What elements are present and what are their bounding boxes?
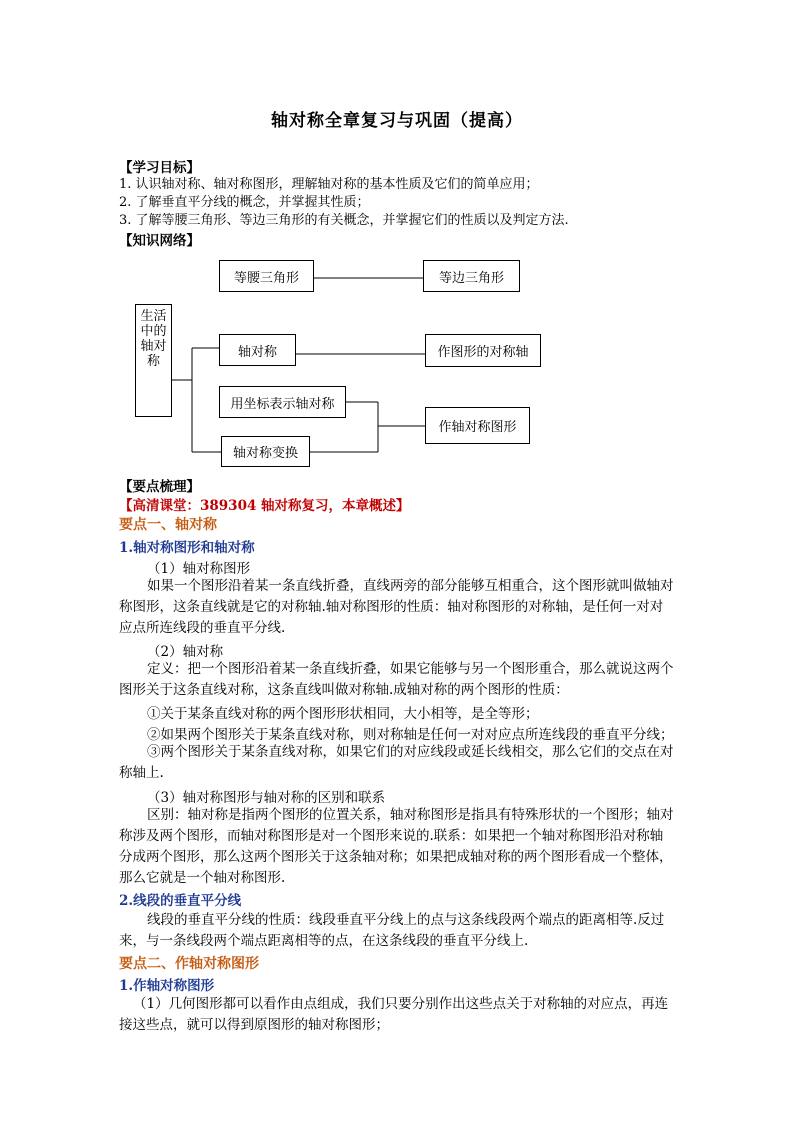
page-title: 轴对称全章复习与巩固（提高） — [271, 111, 523, 131]
objective-item-3: 3. 了解等腰三角形、等边三角形的有关概念，并掌握它们的性质以及判定方法. — [119, 213, 569, 228]
objectives-heading: 【学习目标】 — [119, 160, 200, 176]
point-one-sub-1a: （1）轴对称图形 — [147, 561, 251, 577]
property-2: ②如果两个图形关于某条直线对称，则对称轴是任何一对对应点所连线段的垂直平分线； — [147, 727, 674, 743]
point-one-sub-1b: （2）轴对称 — [147, 644, 224, 660]
objective-item-1: 1. 认识轴对称、轴对称图形，理解轴对称的基本性质及它们的简单应用； — [119, 177, 539, 192]
point-one-title: 要点一、轴对称 — [119, 517, 217, 533]
point-two-title: 要点二、作轴对称图形 — [119, 956, 259, 972]
course-reference: 【高清课堂：389304 轴对称复习，本章概述】 — [119, 498, 410, 514]
objective-item-2: 2. 了解垂直平分线的概念，并掌握其性质； — [119, 195, 370, 210]
network-box-draw-axis: 作图形的对称轴 — [425, 334, 541, 367]
network-box-daily-life: 生活中的轴对称 — [135, 304, 172, 417]
points-heading: 【要点梳理】 — [119, 479, 200, 495]
paragraph-difference: 区别：轴对称是指两个图形的位置关系，轴对称图形是指具有特殊形状的一个图形；轴对称涉及两个图形，而轴对称图形是对一个图形来说的.联系：如果把一个轴对称图形沿对称轴分成两个图形，那么这两个图形关于这条轴对称；如果把成轴对称的两个图形看成一个整体，那么它就是一个轴对称图形. — [119, 807, 674, 886]
paragraph-perpendicular-bisector: 线段的垂直平分线的性质：线段垂直平分线上的点与这条线段两个端点的距离相等.反过来，与一条线段两个端点距离相等的点，在这条线段的垂直平分线上. — [119, 912, 665, 949]
point-one-sub-2: 2.线段的垂直平分线 — [119, 893, 242, 909]
paragraph-axis-figure: 如果一个图形沿着某一条直线折叠，直线两旁的部分能够互相重合，这个图形就叫做轴对称图形，这条直线就是它的对称轴.轴对称图形的性质：轴对称图形的对称轴，是任何一对对应点所连线段的垂直平分线. — [119, 578, 674, 636]
paragraph-axis-symmetry: 定义：把一个图形沿着某一条直线折叠，如果它能够与另一个图形重合，那么就说这两个图形关于这条直线对称，这条直线叫做对称轴.成轴对称的两个图形的性质： — [119, 661, 674, 698]
point-one-sub-1c: （3）轴对称图形与轴对称的区别和联系 — [147, 790, 386, 806]
network-box-draw-figure: 作轴对称图形 — [425, 407, 530, 444]
property-3: ③两个图形关于某条直线对称，如果它们的对应线段或延长线相交，那么它们的交点在对称轴上. — [119, 744, 674, 781]
property-1: ①关于某条直线对称的两个图形形状相同，大小相等，是全等形； — [147, 706, 539, 722]
point-two-sub-1: 1.作轴对称图形 — [119, 978, 215, 994]
paragraph-draw-figure: （1）几何图形都可以看作由点组成，我们只要分别作出这些点关于对称轴的对应点，再连接这些点，就可以得到原图形的轴对称图形； — [119, 996, 669, 1033]
network-box-axis-symmetry: 轴对称 — [219, 334, 296, 366]
network-box-equilateral: 等边三角形 — [423, 260, 520, 292]
network-heading: 【知识网络】 — [119, 233, 200, 249]
network-connectors — [0, 0, 794, 480]
network-box-coordinate: 用坐标表示轴对称 — [219, 386, 346, 418]
network-box-transform: 轴对称变换 — [221, 436, 310, 467]
point-one-sub-1: 1.轴对称图形和轴对称 — [119, 540, 255, 556]
network-box-isosceles: 等腰三角形 — [219, 260, 314, 292]
